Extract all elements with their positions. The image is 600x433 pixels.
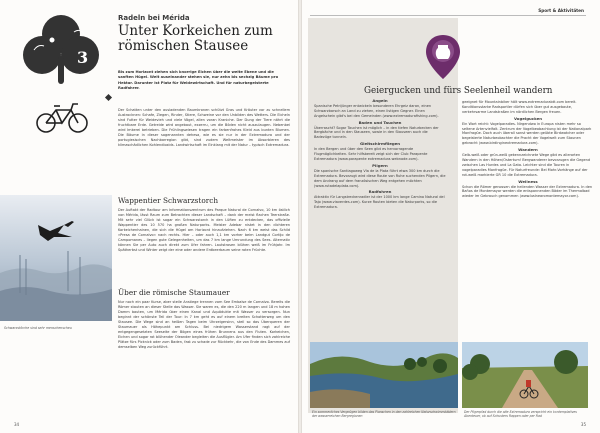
header-rule <box>310 15 586 16</box>
cyclist-photo <box>462 342 588 408</box>
topic-heading: Baden und Tauchen <box>358 119 402 125</box>
section-header: Sport & Aktivitäten <box>538 8 584 13</box>
topic-text: geeignet für Mountainbiker hält www.extremadurabtt.com bereit. Konditionsstarke Radsportler dürfen sich über gut ausgebaute, verkehrsarme Landstraßen im nördlichen Bergen freuen. <box>462 100 577 114</box>
body-paragraph: Der Auftakt der Radtour am Informationszentrum des Parque Natural de Cornalvo, 10 km östlich von Mérida, lässt Raum zum Betrachten dieser Landschaft – dank der meist flachen Teerstraße. Mit sehr viel Glück ist sogar ein Schwarzstorch in den Lüften zu entdecken, das offizielle Wappentier des 10 570 ha großen Naturparks. Meister Adebar nistet in den dichteren Korkeichenhainen, die sich die Hügel am Horizont hinaufziehen. Nach 6 km weist das Schild »Presa de Cornalvo« nach rechts. Hier – oder auch 1,1 km vorher beim Landgut Cortijo de Campomanes – liegen gute Gelegenheiten, um das 7 km lange Umrundung des Sees. Alternativ können Sie per Auto auch direkt zum Ufer fahren. Lautstrosen blühen weiß im Frühjahr. Im Spätherbst und Winter zeigt der eine oder andere Erdbeerbaum seine roten Früchte. <box>118 208 290 252</box>
topic-heading: Pilgern <box>372 162 388 168</box>
subheading: Über die römische Staumauer <box>118 288 230 297</box>
body-paragraph: Der Schatten unter den ausladenden Baumkronen schützt Gras und Kräuter vor zu schnellem Austrocknen: Schafe, Ziegen, Rinder, Stiere, Schweine vor den Unbilden des Wetters. Die Eicheln sind Futter für Weidevieh und viele Vögel, allen voran Kraniche. Der Dung der Tiere nährt die fruchtbare Erde. Getreide wird angebaut, exzerru, um die Böden nicht auszulaugen. Nebenbei wird Imkerei betrieben. Die Frühlingswiesen tragen ein farbenfrohes Kleid aus bunten Blumen. Die Bäume in dieser sogenannten dehesa, wie es sie nur in der Extremadura und der portugiesischen Nachbarregion gibt, sind zudem Weltmeister im Absorbieren des klimaschädlichen Kohlendioxids. Landwirtschaft im Einklang mit der Natur – typisch Extremadura. <box>118 108 290 147</box>
topic-heading: Vogelgucken <box>514 115 542 121</box>
left-page <box>0 0 298 433</box>
topic-text: Attraktiv für Langstreckenradler ist der 1000 km lange Camino Natural del Tajo (www.viaverdes.com). Kurze Routen bieten die Naturparks, so die Extremadura. <box>314 195 445 210</box>
box-title: Geiergucken und fürs Seelenheil wandern <box>364 86 553 96</box>
topic-text: Ein Wort reicht: Vogelparadies. Nirgendwo in Europa nisten mehr so seltene Artenvielfalt. Zentrum der Vogelbeobachtung ist der Nationalpark Monfragüe. Doch auch überall sonst werden geübte Birdwatcher oder begeisterte Naturbeobachter die Pracht der Vogelwelt zum Staunen gebracht (www.birdinginextremadura.com). <box>462 121 592 146</box>
topic-text: In den Bergen und über den Seen gibt es hervorragende Flugmöglichkeiten. Sehr hilfsbereit zeigt sich der Club Parapente Extremadura (www.parapente extremadura.webnode.com). <box>314 147 428 161</box>
topic-heading: Angeln <box>372 98 388 103</box>
topic-text: Spanische Petrijünger entwickeln besonderen Ehrgeiz daran, einen Schwarzbarsch an Land zu ziehen, einen listigen Gegner. Einen Angelschein gibt's bei den Gemeinden (www.extremadurafishing.com). <box>314 103 439 118</box>
route-number: 3 <box>77 48 89 67</box>
bicycle-icon <box>34 100 90 134</box>
map-pin-icon <box>424 34 462 80</box>
info-column-left <box>314 97 446 210</box>
page-title: Unter Korkeichen zum römischen Stausee <box>118 23 273 54</box>
topic-text: Gelb-weiß oder grün-weiß gekennzeichnete Wege gibt es allerorten Wandern in den Höhen/Ostertum! Bergwanderer bevorzugen die Gegend zwischen Las Hurdes und La Gata. Leichter sind die Touren in vogelparadies Monfragüe. Für Naturfreunde: Bei Mohr-Vorhänge auf der rot-weiß markierte GR 10 die Extremadura. <box>462 153 591 177</box>
page-number: 35 <box>580 422 586 427</box>
info-column-right <box>462 100 594 199</box>
topic-text: Die spanische Santiagoweg Vía de la Plata führt etwa 300 km durch die Extremadura. Bevorzugt wird diese Route von Ruhe suchenden Pilgern, die dem Andrang auf dem französischen Weg entgehen möchten (www.rutadelaplata.com). <box>314 168 446 188</box>
route-label: Radeln bei Mérida <box>118 14 190 22</box>
photo-caption: Der Pilgerpfad durch die alte Extremadura verspricht ein kontemplatives Abenteuer, ob auf Schusters Rappen oder per Rad <box>464 410 577 418</box>
topic-heading: Radfahren <box>368 189 392 195</box>
photo-caption: Schwarzstörche sind sehr menschenscheu <box>4 326 72 330</box>
topic-text: Schon die Römer genossen die heilenden Wasser der Extremadura. In den Baños de Montemayor werden die entspannenden Bäder im Thermalbad wieder im Gebrauch genommen (www.balnearomontemayor.com). <box>462 184 593 199</box>
clover-badge-icon <box>18 10 104 96</box>
subheading: Wappentier Schwarzstorch <box>118 196 219 205</box>
topic-heading: Gleitschirmfliegen <box>359 141 401 147</box>
topic-heading: Wandern <box>518 147 538 153</box>
body-paragraph: Nur noch ein paar Kurse, aber steile Anstiege trennen vom See Embalse de Cornalvo. Bereits die Römer stauten an dieser Stelle das Wasser. Sie waren es, die den 220 m langen und 18 m hohen Damm bauten, um Mérida über einen Kanal und Aquädukte mit Wasser zu versorgen. Nun beginnt der schönste Teil der Tour: In 7 km geht es auf einem breiten Schotterweg um den Stausee. Die Wege sind an heißen Tagen beim Uhrzeigersinn, steil so das Überqueren der Staumauer als Höhepunkt am Schluss. Bei niedrigem Wasserstand ragt auf der entgegengesetzten Seeseite der Bögen eines frühen Brunnens aus den Fluten. Korkeichen, Eichen und sogar rot blühender Oleander begleiten die Ausflügler. Am Ufer finden sich zahlreiche Plätze fürs Picknick oder zum Baden, fast zu schade zur Rückkehr, die von Ende des Dammes auf demselben Weg zurückführt. <box>118 300 290 349</box>
paragraph-marker <box>105 94 112 101</box>
lake-photo <box>310 342 458 408</box>
route-badge <box>18 10 104 96</box>
topic-heading: Wellness <box>518 178 538 184</box>
photo-caption: Ein sommerliches Vergnügen bilden das Planschen in den zahlreichen Naturschwimmbädern der wasserreichen Bergregionen <box>312 410 456 418</box>
page-number: 34 <box>14 422 20 427</box>
topic-text: Überrascht? Sogar Tauchen ist möglich – in den tiefen Naturbecken der Bergbäche und in den Stauseen, sowie in den Stauseen auch die Badezüge tunneln. <box>314 125 439 140</box>
lead-paragraph: Bis zum Horizont ziehen sich knorrige Eichen über die weite Ebene und die sanften Hügel. Weit auseinander stehen sie, nur zehn bis sechzig Bäume pro Hektar. Darunter ist Platz für Weidewirtschaft. Und für naturbegeisterte Radfahrer. <box>118 70 279 90</box>
stork-photo <box>0 195 112 321</box>
right-page <box>302 0 600 433</box>
